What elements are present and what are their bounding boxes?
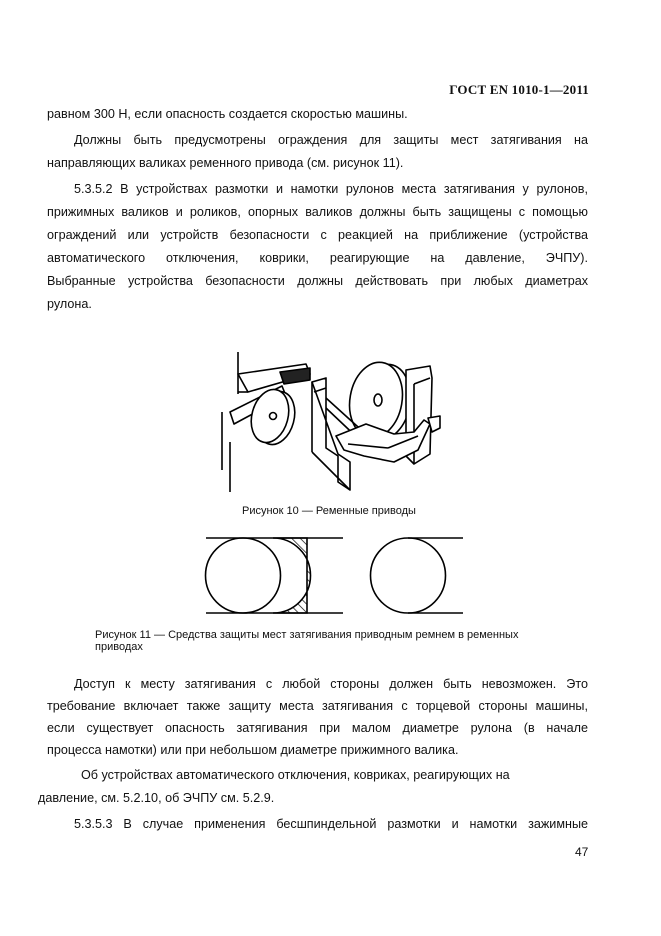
figure-11-caption-line1: Рисунок 11 — Средства защиты мест затягивания приводным ремнем в ременных	[95, 629, 519, 641]
text-line: ограждений или устройств безопасности с реакцией на приближение (устройства	[47, 228, 588, 242]
text-line: рулона.	[47, 297, 92, 311]
figure-10-drawing	[218, 352, 448, 494]
text-line: направляющих валиках ременного привода (см. рисунок 11).	[47, 156, 404, 170]
text-line: Должны быть предусмотрены ограждения для защиты мест затягивания на	[74, 133, 588, 147]
text-line: требование включает также защиту места затягивания с торцевой стороны машины,	[47, 699, 588, 713]
figure-11-caption-line2: приводах	[95, 641, 143, 653]
text-line: Об устройствах автоматического отключения, ковриках, реагирующих на	[81, 768, 510, 782]
text-line: Выбранные устройства безопасности должны действовать при любых диаметрах	[47, 274, 588, 288]
text-line: 5.3.5.3 В случае применения бесшпиндельной размотки и намотки зажимные	[74, 817, 588, 831]
text-line: прижимных валиков и роликов, опорных валиков должны быть защищены с помощью	[47, 205, 588, 219]
text-line: автоматического отключения, коврики, реагирующие на давление, ЭЧПУ).	[47, 251, 588, 265]
text-line: Доступ к месту затягивания с любой стороны должен быть невозможен. Это	[74, 677, 588, 691]
text-line: процесса намотки) или при небольшом диаметре прижимного валика.	[47, 743, 459, 757]
text-line: давление, см. 5.2.10, об ЭЧПУ см. 5.2.9.	[38, 791, 275, 805]
figure-10-caption: Рисунок 10 — Ременные приводы	[242, 505, 416, 517]
text-line: если существует опасность затягивания при малом диаметре рулона (в начале	[47, 721, 588, 735]
text-line: равном 300 Н, если опасность создается скоростью машины.	[47, 107, 408, 121]
text-line: 5.3.5.2 В устройствах размотки и намотки рулонов места затягивания у рулонов,	[74, 182, 588, 196]
page-number: 47	[575, 845, 589, 859]
document-header: ГОСТ EN 1010-1—2011	[449, 82, 589, 97]
figure-11-drawing	[205, 537, 465, 615]
